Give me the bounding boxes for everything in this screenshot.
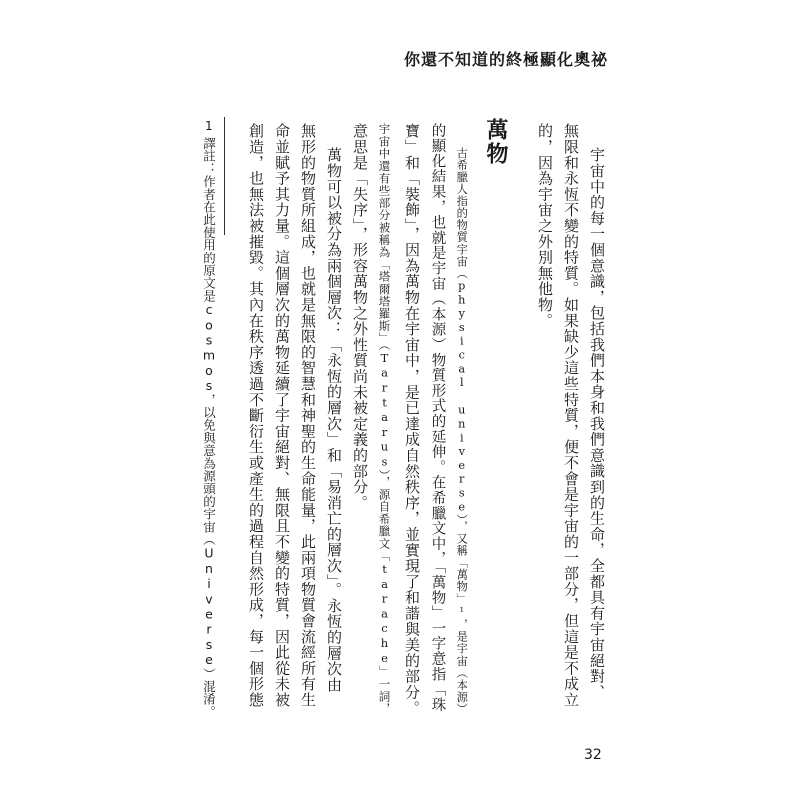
footnote-rule xyxy=(224,117,225,235)
text-column: 的顯化結果，也就是宇宙（本源）物質形式的延伸。在希臘文中，「萬物」一字意指「珠 xyxy=(429,123,446,713)
text-column: 古希臘人指的物質宇宙（physical universe），又稱「萬物」¹，是宇宙（本源） xyxy=(455,147,469,716)
text-column: 意思是「失序」，形容萬物之外性質尚未被定義的部分。 xyxy=(351,123,369,511)
section-heading: 萬物 xyxy=(483,118,509,166)
text-column: 的，因為宇宙之外別無他物。 xyxy=(536,123,554,329)
text-column: 無形的物質所組成，也就是無限的智慧和神聖的生命能量，此兩項物質會流經所有生 xyxy=(299,123,317,708)
text-column: 寶」和「裝飾」，因為萬物在宇宙中，是已達成自然秩序，並實現了和諧與美的部分。 xyxy=(403,123,421,716)
footnote-text: 譯註：作者在此使用的原文是cosmos，以免與意為源頭的宇宙（Universe）混淆。 xyxy=(201,137,217,719)
text-column: 命並賦予其力量。這個層次的萬物延續了宇宙絕對、無限且不變的特質，因此從未被 xyxy=(273,123,291,708)
page-number: 32 xyxy=(584,747,602,763)
text-column: 宇宙中的每一個意識，包括我們本身和我們意識到的生命，全都具有宇宙絕對、 xyxy=(588,147,606,700)
text-column: 無限和永恆不變的特質。如果缺少這些特質，便不會是宇宙的一部分，但這是不成立 xyxy=(562,123,580,708)
text-column: 宇宙中還有些部分被稱為「塔爾塔羅斯」（Tartarus），源自希臘文「tarache」一詞， xyxy=(377,123,392,715)
running-head: 你還不知道的終極顯化奧祕 xyxy=(403,50,608,69)
footnote-number: 1 xyxy=(205,119,213,133)
text-column: 創造，也無法被摧毀。其內在秩序透過不斷衍生或產生的過程自然形成，每一個形態 xyxy=(247,123,265,708)
text-column: 萬物可以被分為兩個層次：「永恆的層次」和「易消亡的層次」。永恆的層次由 xyxy=(325,147,343,693)
